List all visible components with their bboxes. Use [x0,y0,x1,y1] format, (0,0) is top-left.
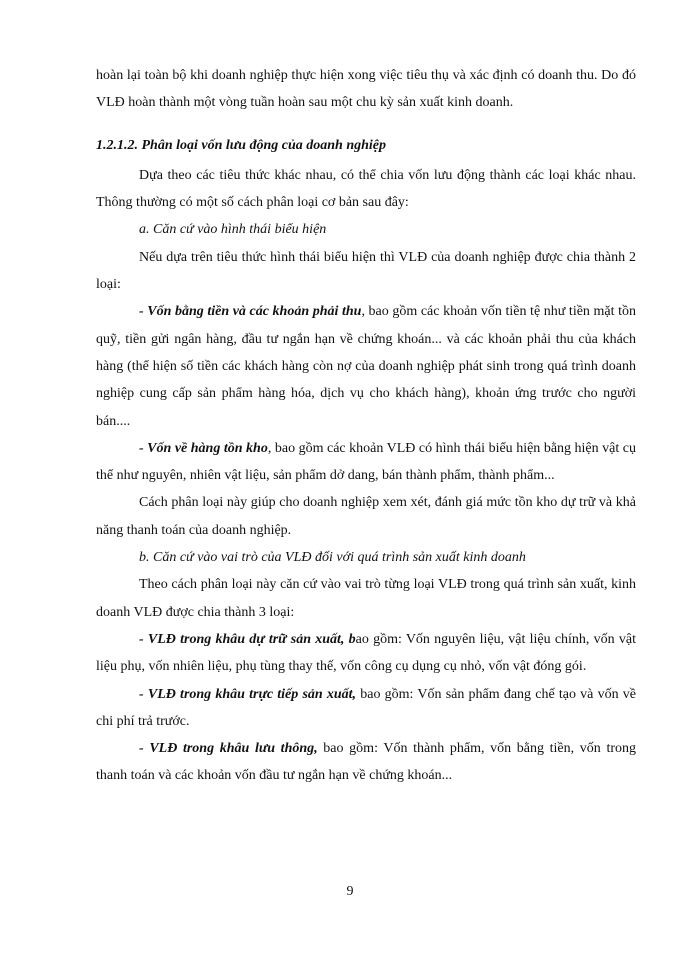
list-item-reserve [96,626,636,681]
list-item-term: - VLĐ trong khâu lưu thông, [139,741,318,757]
list-item-text: bao gồm: Vốn sản phẩm đang chế tạo và vốn về chi phí trả trước. [96,686,636,729]
paragraph-continuation: hoàn lại toàn bộ khi doanh nghiệp thực hiện xong việc tiêu thụ và xác định có doanh thu. Do đó VLĐ hoàn thành một vòng tuần hoàn sau một chu kỳ sản xuất kinh doanh. [96,68,636,111]
list-item-term: - VLĐ trong khâu trực tiếp sản xuất, [139,686,357,702]
list-item-text: bao gồm: Vốn thành phẩm, vốn bằng tiền, vốn trong thanh toán và các khoản vốn đầu tư ngắn hạn về chứng khoán... [96,741,636,784]
page-body [96,62,636,790]
list-item-term: - VLĐ trong khâu dự trữ sản xuất, b [139,631,356,647]
paragraph-intro: Dựa theo các tiêu thức khác nhau, có thể chia vốn lưu động thành các loại khác nhau. Thông thường có một số cách phân loại cơ bản sau đây: [96,167,636,211]
list-item-text: , bao gồm các khoản VLĐ có hình thái biểu hiện bằng hiện vật cụ thể như nguyên, nhiên vật liệu, sản phẩm dở dang, bán thành phẩm, thành phẩm... [96,440,637,484]
list-item-term: - Vốn về hàng tồn kho [139,440,268,456]
list-item-text: , bao gồm các khoản vốn tiền tệ như tiền mặt tồn quỹ, tiền gửi ngân hàng, đầu tư ngắn hạn về chứng khoán... và các khoản phải thu của khách hàng (thể hiện số tiền các khách hàng còn nợ của doanh nghiệp phát sinh trong quá trình doanh nghiệp cung cấp sản phẩm hàng hóa, dịch vụ cho khách hàng), khoản ứng trước cho người bán.... [96,304,636,429]
list-item-circulation [96,735,636,790]
paragraph-classification-a: Nếu dựa trên tiêu thức hình thái biểu hiện thì VLĐ của doanh nghiệp được chia thành 2 loại: [96,249,636,293]
list-item-cash-receivables [96,298,636,434]
list-item-production [96,681,636,736]
section-heading: 1.2.1.2. Phân loại vốn lưu động của doanh nghiệp [96,137,387,153]
subheading-b: b. Căn cứ vào vai trò của VLĐ đối với quá trình sản xuất kinh doanh [139,550,526,566]
list-item-inventory [96,435,636,490]
page-number: 9 [346,884,354,899]
subheading-a: a. Căn cứ vào hình thái biểu hiện [139,222,327,238]
paragraph-purpose: Cách phân loại này giúp cho doanh nghiệp xem xét, đánh giá mức tồn kho dự trữ và khả năng thanh toán của doanh nghiệp. [96,495,636,538]
list-item-term: - Vốn bằng tiền và các khoản phải thu [139,304,362,320]
paragraph-classification-b: Theo cách phân loại này căn cứ vào vai trò từng loại VLĐ trong quá trình sản xuất, kinh doanh VLĐ được chia thành 3 loại: [96,577,636,620]
list-item-text: ao gồm: Vốn nguyên liệu, vật liệu chính, vốn vật liệu phụ, vốn nhiên liệu, phụ tùng thay thế, vốn công cụ dụng cụ nhỏ, vốn vật đóng gói. [96,631,636,675]
